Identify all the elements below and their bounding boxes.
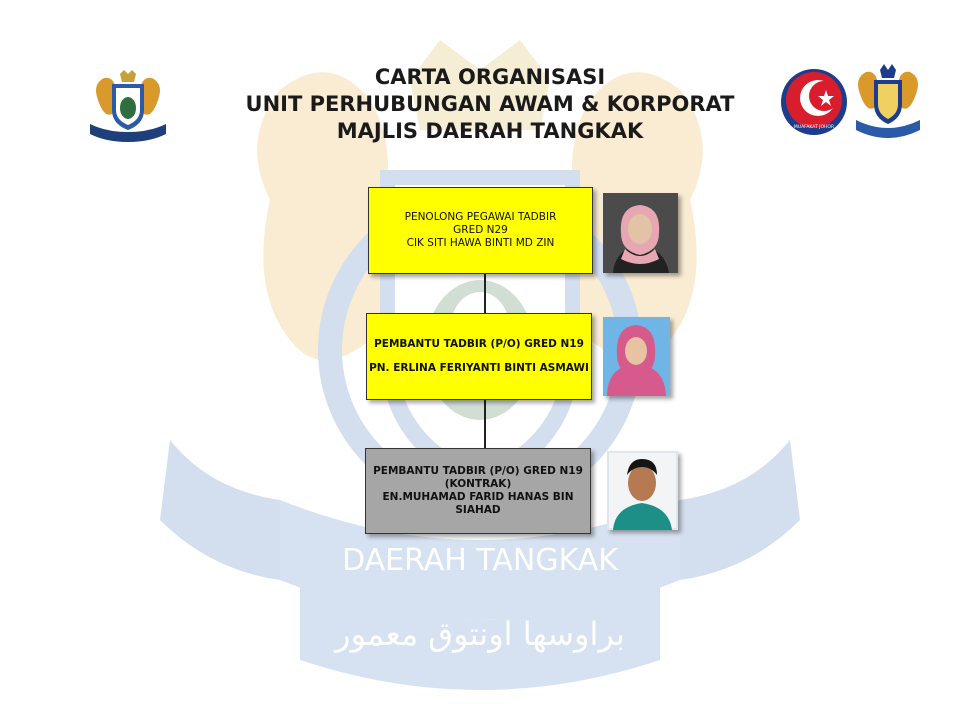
title-line-3: MAJLIS DAERAH TANGKAK — [336, 119, 644, 143]
connector-line — [484, 274, 486, 313]
node-name: PN. ERLINA FERIYANTI BINTI ASMAWI — [369, 362, 589, 374]
watermark-ribbon — [160, 440, 280, 580]
portrait-photo — [603, 193, 678, 273]
watermark-motto: براوسها اونتوق معمور — [335, 615, 625, 653]
tangkak-crest-logo — [86, 70, 170, 142]
title-line-1: CARTA ORGANISASI — [374, 65, 606, 89]
node-grade: GRED N29 — [453, 224, 508, 236]
node-position: PENOLONG PEGAWAI TADBIR — [404, 211, 557, 223]
muafakat-johor-emblem — [780, 68, 848, 136]
portrait-photo — [603, 317, 670, 396]
node-name-line2: SIAHAD — [455, 504, 501, 516]
org-node-pembantu-tadbir-1 — [366, 313, 592, 400]
johor-state-crest — [850, 64, 926, 138]
node-position: PEMBANTU TADBIR (P/O) GRED N19 — [374, 338, 584, 350]
chart-title — [240, 64, 740, 145]
emblem-text: MUAFAKAT JOHOR — [793, 125, 835, 130]
node-position: PEMBANTU TADBIR (P/O) GRED N19 — [373, 465, 583, 477]
node-status: (KONTRAK) — [444, 478, 512, 490]
portrait-photo — [607, 451, 678, 530]
node-name-line1: EN.MUHAMAD FARID HANAS BIN — [382, 491, 574, 503]
title-line-2: UNIT PERHUBUNGAN AWAM & KORPORAT — [245, 92, 735, 116]
watermark-ribbon-text: DAERAH TANGKAK — [342, 543, 618, 578]
org-node-penolong-pegawai-tadbir — [368, 187, 593, 274]
connector-line — [484, 400, 486, 448]
org-node-pembantu-tadbir-kontrak — [365, 448, 591, 534]
node-name: CIK SITI HAWA BINTI MD ZIN — [406, 237, 555, 249]
